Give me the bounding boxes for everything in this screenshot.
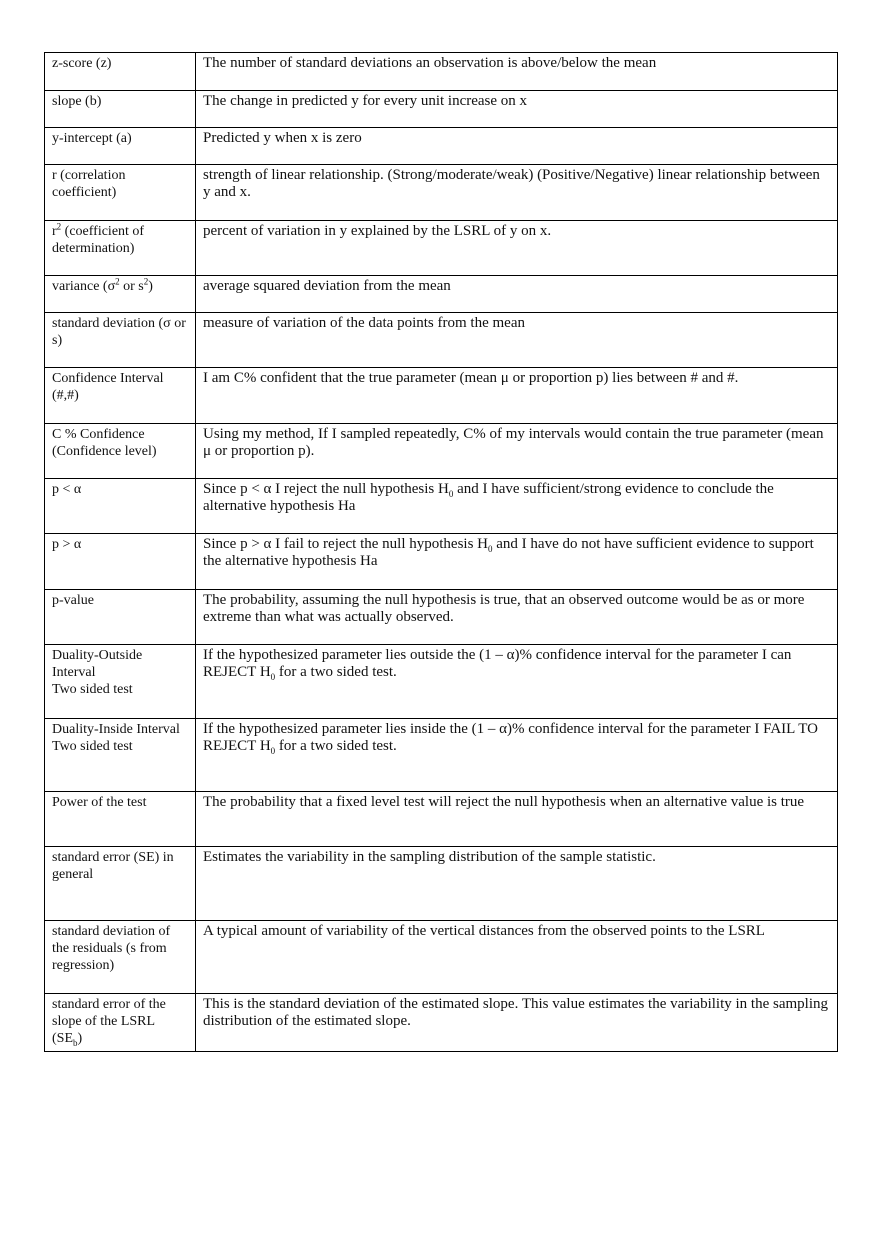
superscript: 2 bbox=[56, 221, 62, 232]
table-row bbox=[45, 368, 838, 424]
definition-text: for a two sided test. bbox=[275, 738, 397, 754]
table-row bbox=[45, 847, 838, 921]
table-row bbox=[45, 590, 838, 645]
term-line: Two sided test bbox=[52, 739, 133, 754]
subscript: 0 bbox=[448, 489, 454, 499]
definition-cell: This is the standard deviation of the estimated slope. This value estimates the variability in the sampling distribution of the estimated slope. bbox=[196, 994, 838, 1052]
definition-text: Since p > α I fail to reject the null hypothesis H bbox=[203, 536, 489, 552]
definition-cell: The number of standard deviations an observation is above/below the mean bbox=[196, 53, 838, 91]
subscript: b bbox=[73, 1037, 78, 1048]
term-cell: standard deviation (σ or s) bbox=[45, 313, 196, 368]
definition-cell: average squared deviation from the mean bbox=[196, 276, 838, 313]
definition-cell: Using my method, If I sampled repeatedly, C% of my intervals would contain the true parameter (mean μ or proportion p). bbox=[196, 424, 838, 479]
definition-cell: Predicted y when x is zero bbox=[196, 128, 838, 165]
table-row bbox=[45, 276, 838, 313]
table-row bbox=[45, 91, 838, 128]
term-cell: y-intercept (a) bbox=[45, 128, 196, 165]
definition-cell bbox=[196, 645, 838, 719]
definition-cell: I am C% confident that the true parameter (mean μ or proportion p) lies between # and #. bbox=[196, 368, 838, 424]
term-cell: standard deviation of the residuals (s from regression) bbox=[45, 921, 196, 994]
term-cell bbox=[45, 221, 196, 276]
term-cell: slope (b) bbox=[45, 91, 196, 128]
term-cell: Power of the test bbox=[45, 792, 196, 847]
subscript: 0 bbox=[488, 544, 493, 554]
term-line: Duality-Inside Interval bbox=[52, 722, 180, 737]
definition-cell bbox=[196, 534, 838, 590]
term-line: Duality-Outside Interval bbox=[52, 648, 143, 680]
term-cell: standard error (SE) in general bbox=[45, 847, 196, 921]
definition-text: If the hypothesized parameter lies outside the (1 – α)% confidence interval for the parameter I can REJECT H bbox=[203, 647, 792, 680]
term-cell bbox=[45, 276, 196, 313]
table-row bbox=[45, 645, 838, 719]
definition-cell: The probability that a fixed level test will reject the null hypothesis when an alternative value is true bbox=[196, 792, 838, 847]
term-cell: r (correlation coefficient) bbox=[45, 165, 196, 221]
table-row bbox=[45, 313, 838, 368]
definition-cell: The probability, assuming the null hypothesis is true, that an observed outcome would be as or more extreme than what was actually observed. bbox=[196, 590, 838, 645]
table-row bbox=[45, 165, 838, 221]
subscript: 0 bbox=[270, 672, 276, 682]
table-row bbox=[45, 534, 838, 590]
definition-cell: measure of variation of the data points from the mean bbox=[196, 313, 838, 368]
superscript: 2 bbox=[115, 276, 120, 287]
definitions-table bbox=[44, 52, 838, 1052]
definition-text: If the hypothesized parameter lies inside the (1 – α)% confidence interval for the parameter I FAIL TO REJECT H bbox=[203, 721, 818, 754]
term-text: ) bbox=[77, 1031, 83, 1046]
table-row bbox=[45, 479, 838, 534]
table-row bbox=[45, 53, 838, 91]
term-text: r bbox=[52, 224, 57, 239]
term-cell: p < α bbox=[45, 479, 196, 534]
definition-cell: percent of variation in y explained by the LSRL of y on x. bbox=[196, 221, 838, 276]
term-cell: z-score (z) bbox=[45, 53, 196, 91]
definition-cell: The change in predicted y for every unit increase on x bbox=[196, 91, 838, 128]
term-text: or s bbox=[119, 279, 144, 294]
definition-text: and I have do not have sufficient evidence to support the alternative hypothesis Ha bbox=[203, 536, 814, 569]
term-cell: C % Confidence (Confidence level) bbox=[45, 424, 196, 479]
table-row bbox=[45, 424, 838, 479]
definition-cell bbox=[196, 479, 838, 534]
term-cell bbox=[45, 719, 196, 792]
term-cell bbox=[45, 994, 196, 1052]
term-text: variance (σ bbox=[52, 279, 116, 294]
term-text: standard error of the slope of the LSRL (SE bbox=[52, 997, 166, 1046]
table-row bbox=[45, 719, 838, 792]
definition-cell: Estimates the variability in the sampling distribution of the sample statistic. bbox=[196, 847, 838, 921]
term-text: ) bbox=[148, 279, 153, 294]
table-row bbox=[45, 221, 838, 276]
term-cell bbox=[45, 645, 196, 719]
term-line: Two sided test bbox=[52, 682, 133, 697]
definition-cell bbox=[196, 719, 838, 792]
definition-text: for a two sided test. bbox=[275, 664, 397, 680]
table-row bbox=[45, 128, 838, 165]
superscript: 2 bbox=[143, 276, 149, 287]
definition-cell: A typical amount of variability of the vertical distances from the observed points to the LSRL bbox=[196, 921, 838, 994]
definition-text: Since p < α I reject the null hypothesis H bbox=[203, 481, 449, 497]
table-row bbox=[45, 994, 838, 1052]
definition-cell: strength of linear relationship. (Strong/moderate/weak) (Positive/Negative) linear relationship between y and x. bbox=[196, 165, 838, 221]
term-cell: p-value bbox=[45, 590, 196, 645]
table-row bbox=[45, 792, 838, 847]
term-cell: p > α bbox=[45, 534, 196, 590]
table-row bbox=[45, 921, 838, 994]
term-text: (coefficient of determination) bbox=[52, 224, 145, 256]
term-cell: Confidence Interval (#,#) bbox=[45, 368, 196, 424]
subscript: 0 bbox=[270, 746, 276, 756]
definition-text: and I have sufficient/strong evidence to conclude the alternative hypothesis Ha bbox=[203, 481, 774, 514]
